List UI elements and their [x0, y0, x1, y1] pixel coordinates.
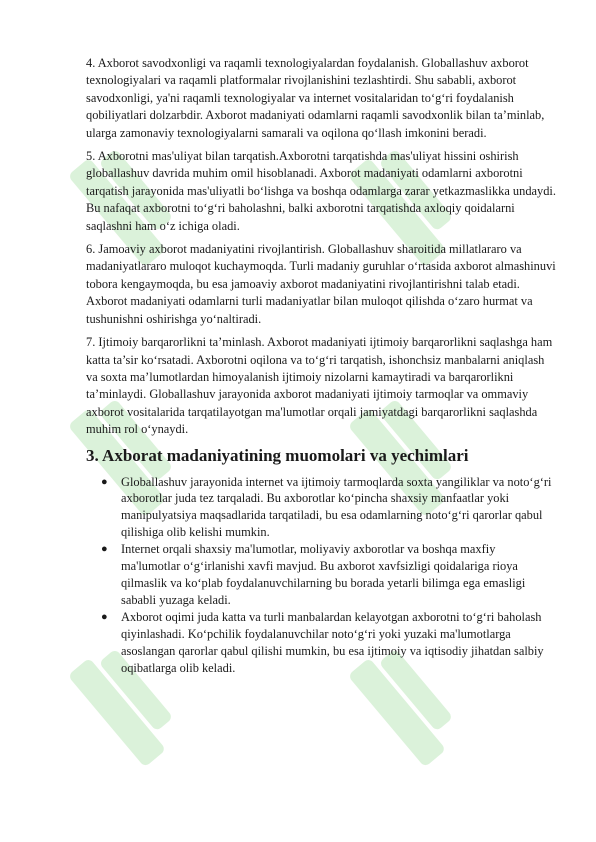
bullet-icon: ●: [101, 475, 108, 488]
bullet-list: [86, 474, 556, 677]
bullet-icon: ●: [101, 610, 108, 623]
document-body: [86, 55, 556, 676]
paragraph-5: 5. Axborotni mas'uliyat bilan tarqatish.Axborotni tarqatishda mas'uliyat hissini oshirish globallashuv davrida muhim omil hisoblanadi. Axborot madaniyati odamlarni axborotni tarqatish jarayonida mas'uliyatli bo‘lishga va boshqa odamlarga zarar yetkazmaslikka undaydi. Bu nafaqat axborotni to‘g‘ri baholashni, balki axborotni tarqatishda axloqiy qoidalarni saqlashni ham o‘z ichiga oladi.: [86, 149, 556, 233]
bullet-icon: ●: [101, 543, 108, 556]
paragraph-4: 4. Axborot savodxonligi va raqamli texnologiyalardan foydalanish. Globallashuv axborot texnologiyalari va raqamli platformalar rivojlanishini tezlashtirdi. Shu sababli, axborot savodxonligi, ya'ni raqamli texnologiyalar va internet vositalaridan to‘g‘ri foydalanish qobiliyatlari dolzarbdir. Axborot madaniyati odamlarni raqamli savodxonlik bilan ta’minlab, ularga zamonaviy texnologiyalarni samarali va oqilona qo‘llash imkonini beradi.: [86, 56, 545, 140]
list-item: [86, 609, 556, 677]
paragraph-7: 7. Ijtimoiy barqarorlikni ta’minlash. Axborot madaniyati ijtimoiy barqarorlikni saqlashga ham katta ta’sir ko‘rsatadi. Axborotni oqilona va to‘g‘ri tarqatish, ishonchsiz manbalarni aniqlash va soxta ma’lumotlardan himoyalanish ijtimoiy nizolarni kamaytiradi va barqarorlikni ta’minlaydi. Globallashuv jarayonida axborot madaniyati ijtimoiy tarmoqlar va ommaviy axborot vositalarida tarqatilayotgan ma'lumotlar orqali jamiyatdagi barqarorlikni saqlashda muhim rol o‘ynaydi.: [86, 335, 553, 437]
paragraph-6: 6. Jamoaviy axborot madaniyatini rivojlantirish. Globallashuv sharoitida millatlararo va madaniyatlararo muloqot kuchaymoqda. Turli madaniy guruhlar o‘rtasida axborot almashinuvi tobora kengaymoqda, bu esa jamoaviy axborot madaniyatini rivojlantirishni talab etadi. Axborot madaniyati odamlarni turli madaniyatlar bilan muloqot qilishda o‘zaro hurmat va tushunishni oshirishga yo‘naltiradi.: [86, 242, 556, 326]
list-item-text: Globallashuv jarayonida internet va ijtimoiy tarmoqlarda soxta yangiliklar va noto‘g‘ri axborotlar juda tez tarqaladi. Bu axborotlar ko‘pincha shaxsiy manfaatlar yoki manipulyatsiya maqsadlarida tarqatiladi, bu esa odamlarning noto‘g‘ri qarorlar qabul qilishiga olib kelishi mumkin.: [121, 474, 552, 540]
list-item: [86, 541, 556, 609]
section-heading: 3. Axborat madaniyatining muomolari va yechimlari: [86, 445, 469, 465]
list-item-text: Axborot oqimi juda katta va turli manbalardan kelayotgan axborotni to‘g‘ri baholash qiyinlashadi. Ko‘pchilik foydalanuvchilar noto‘g‘ri yoki yuzaki ma'lumotlarga asoslangan qarorlar qabul qilishi mumkin, bu esa ijtimoiy va iqtisodiy jihatdan salbiy oqibatlarga olib keladi.: [121, 609, 544, 675]
list-item-text: Internet orqali shaxsiy ma'lumotlar, moliyaviy axborotlar va boshqa maxfiy ma'lumotlar o‘g‘irlanishi xavfi mavjud. Bu axborot xavfsizligi qoidalariga rioya qilmaslik va ko‘plab foydalanuvchilarning bu borada yetarli bilimga ega emasligi sababli yuzaga keladi.: [121, 542, 526, 607]
list-item: [86, 474, 556, 542]
